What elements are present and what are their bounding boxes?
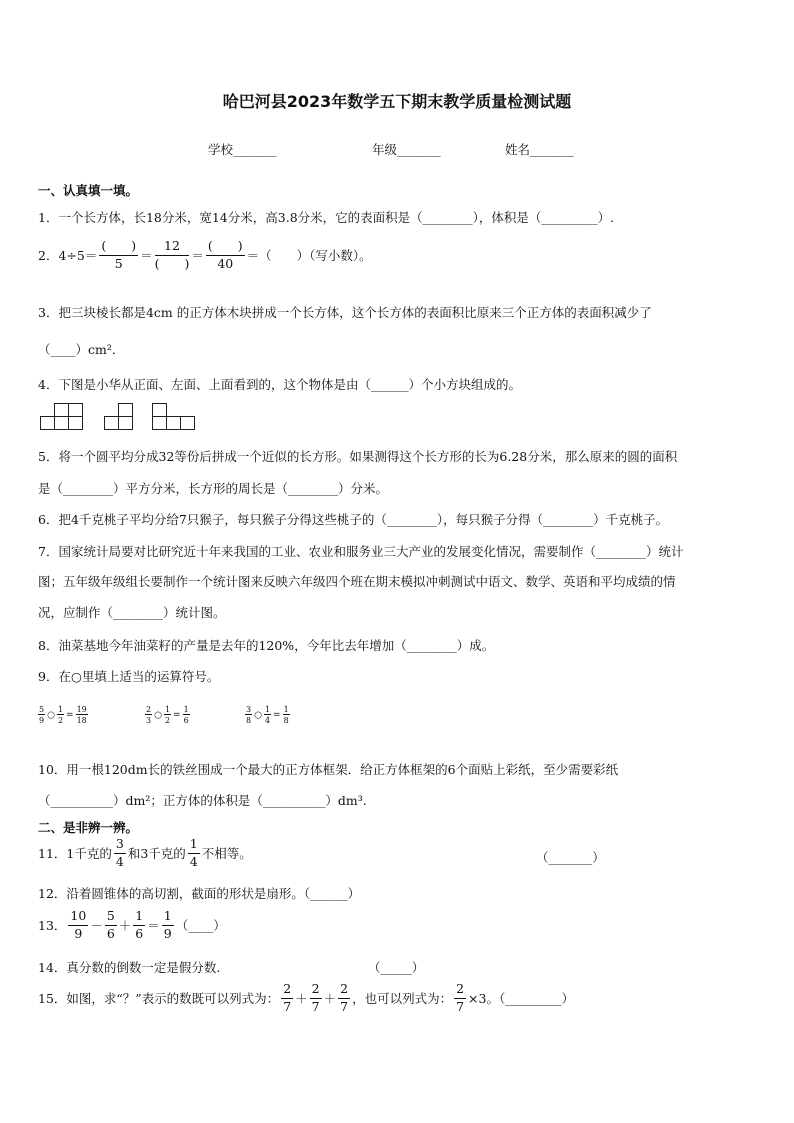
question-3-line2: （____）cm²． [38, 342, 125, 357]
page-title: 哈巴河县2023年数学五下期末教学质量检测试题 [222, 92, 572, 111]
question-6: 6．把4千克桃子平均分给7只猴子，每只猴子分得这些桃子的（________），每只猴子分得（________）千克桃子。 [38, 512, 669, 527]
q2-fraction-2: $\frac{12}{( )}$ [154, 238, 190, 271]
q2-fraction-1: $\frac{( )}{5}$ [101, 238, 137, 271]
q2-prefix: 2．4÷5＝ [38, 248, 98, 263]
question-14: 14．真分数的倒数一定是假分数. [38, 960, 221, 975]
question-10-line1: 10．用一根120dm长的铁丝围成一个最大的正方体框架．给正方体框架的6个面贴上彩纸，至少需要彩纸 [38, 762, 619, 777]
question-9: 9．在○里填上适当的运算符号。 [38, 669, 220, 684]
view-left [104, 403, 133, 430]
question-15: 15．如图，求“？”表示的数既可以列式为： $\frac{2}{7}$ ＋ $\frac{2}{7}$ ＋ $\frac{2}{7}$ ，也可以列式为： $\frac{2}{7}$ ×3。（_________） [38, 981, 574, 1014]
q13-answer-blank[interactable]: （____） [175, 918, 226, 933]
q2-fraction-3: $\frac{( )}{40}$ [207, 238, 243, 271]
q11-answer-blank[interactable]: （_______） [536, 850, 605, 865]
school-field: 学校_______ [208, 142, 277, 157]
q14-answer-blank[interactable]: （_____） [368, 960, 425, 975]
view-top [152, 403, 195, 430]
question-7-line1: 7．国家统计局要对比研究近十年来我国的工业、农业和服务业三大产业的发展变化情况，需要制作（________）统计 [38, 544, 684, 559]
q2-equals-2: ＝ [191, 248, 204, 263]
q2-suffix: ＝（ ）（写小数）。 [246, 248, 372, 263]
question-8: 8．油菜基地今年油菜籽的产量是去年的120%，今年比去年增加（________）成。 [38, 638, 495, 653]
question-10-line2: （__________）dm²；正方体的体积是（__________）dm³. [38, 793, 367, 808]
q2-equals-1: ＝ [140, 248, 153, 263]
view-front [40, 403, 83, 430]
section2-heading: 二、是非辨一辨。 [38, 820, 139, 835]
question-12: 12．沿着圆锥体的高切割，截面的形状是扇形。（______） [38, 886, 361, 901]
q9-expression-3: $\frac{3}{8}$ ○ $\frac{1}{4}$ = $\frac{1}{8}$ [246, 705, 289, 725]
question-4: 4．下图是小华从正面、左面、上面看到的，这个物体是由（______）个小方块组成的。 [38, 377, 521, 392]
grade-field: 年级_______ [372, 142, 441, 157]
section1-heading: 一、认真填一填。 [38, 183, 139, 198]
question-13: 13． $\frac{10}{9}$ － $\frac{5}{6}$ ＋ $\frac{1}{6}$ ＝ $\frac{1}{9}$ （____） [38, 908, 226, 941]
question-5-line2: 是（________）平方分米，长方形的周长是（________）分米。 [38, 481, 389, 496]
question-11: 11．1千克的 $\frac{3}{4}$ 和3千克的 $\frac{1}{4}$ 不相等。 [38, 836, 252, 869]
question-7-line3: 况，应制作（________）统计图。 [38, 605, 226, 620]
question-1: 1．一个长方体，长18分米，宽14分米，高3.8分米，它的表面积是（________），体积是（_________）. [38, 210, 615, 225]
question-5-line1: 5．将一个圆平均分成32等份后拼成一个近似的长方形。如果测得这个长方形的长为6.28分米，那么原来的圆的面积 [38, 449, 678, 464]
question-7-line2: 图；五年级年级组长要制作一个统计图来反映六年级四个班在期末模拟冲刺测试中语文、数学、英语和平均成绩的情 [38, 574, 676, 589]
q9-expression-1: $\frac{5}{9}$ ○ $\frac{1}{2}$ = $\frac{19}{18}$ [39, 705, 87, 725]
name-field: 姓名_______ [505, 142, 574, 157]
question-2 [38, 240, 372, 270]
q9-expression-2: $\frac{2}{3}$ ○ $\frac{1}{2}$ = $\frac{1}{6}$ [146, 705, 189, 725]
question-3-line1: 3．把三块棱长都是4cm 的正方体木块拼成一个长方体，这个长方体的表面积比原来三个正方体的表面积减少了 [38, 305, 652, 320]
